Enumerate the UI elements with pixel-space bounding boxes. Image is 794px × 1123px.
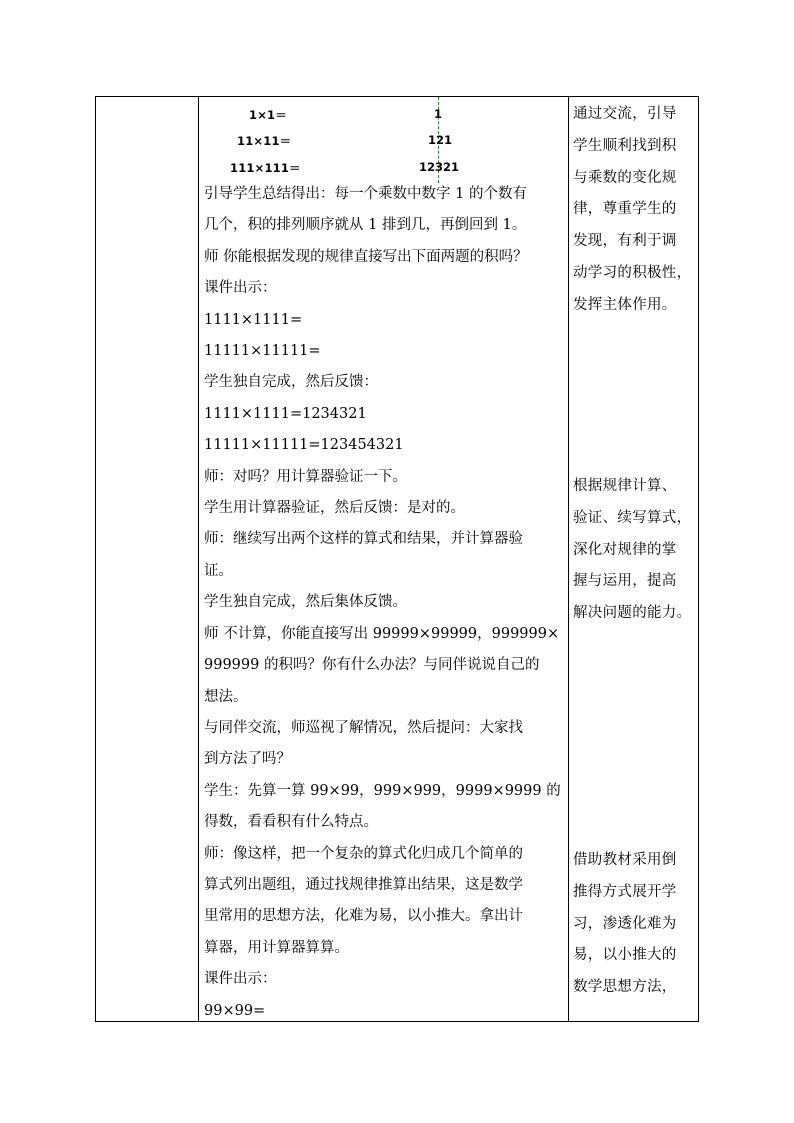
note-line: 与乘数的变化规 <box>573 169 677 186</box>
pattern-result-3: 12321 <box>419 160 460 174</box>
note-line: 推得方式展开学 <box>573 883 677 900</box>
text-line: 学生：先算一算 99×99，999×999，9999×9999 的 <box>204 782 561 799</box>
text-line: 到方法了吗？ <box>204 751 291 768</box>
column-divider-right <box>568 97 569 1021</box>
lesson-plan-table <box>95 96 699 1022</box>
note-line: 验证、续写算式， <box>573 509 692 526</box>
text-line: 算式列出题组，通过找规律推算出结果，这是数学 <box>204 876 523 893</box>
design-note-3 <box>573 845 699 1004</box>
text-line: 1111×1111= <box>204 311 303 328</box>
text-line: 师 不计算，你能直接写出 99999×99999，999999× <box>204 625 560 642</box>
note-line: 易，以小推大的 <box>573 947 677 964</box>
text-line: 1111×1111=1234321 <box>204 405 367 422</box>
text-line: 11111×11111= <box>204 343 321 360</box>
note-line: 借助教材采用倒 <box>573 852 677 868</box>
note-line: 习，渗透化难为 <box>573 915 677 932</box>
pattern-result-1: 1 <box>434 107 443 121</box>
design-note-2 <box>573 471 699 630</box>
pattern-expr-3: 111×111＝ <box>230 161 301 175</box>
text-line: 得数，看看积有什么特点。 <box>204 814 378 831</box>
text-line: 几个，积的排列顺序就从 1 排到几，再倒回到 1。 <box>204 217 527 234</box>
pattern-expr-1: 1×1＝ <box>249 108 287 122</box>
text-line: 证。 <box>204 562 233 579</box>
note-line: 律，尊重学生的 <box>573 201 677 218</box>
text-line: 11111×11111=123454321 <box>204 437 404 454</box>
text-line: 想法。 <box>204 688 248 705</box>
text-line: 学生独自完成，然后反馈： <box>204 374 378 391</box>
text-line: 学生用计算器验证，然后反馈：是对的。 <box>204 500 465 517</box>
note-line: 根据规律计算、 <box>573 478 677 494</box>
note-line: 握与运用，提高 <box>573 573 677 590</box>
note-line: 发挥主体作用。 <box>573 296 677 313</box>
text-line: 与同伴交流，师巡视了解情况，然后提问：大家找 <box>204 719 523 736</box>
text-line: 里常用的思想方法，化难为易，以小推大。拿出计 <box>204 908 523 925</box>
note-line: 深化对规律的掌 <box>573 541 677 558</box>
text-line: 课件出示： <box>204 971 277 988</box>
note-line: 数学思想方法， <box>573 979 677 996</box>
note-line: 通过交流，引导 <box>573 106 677 122</box>
text-line: 师 你能根据发现的规律直接写出下面两题的积吗？ <box>204 248 528 265</box>
note-line: 发现，有利于调 <box>573 233 677 250</box>
pattern-expr-2: 11×11＝ <box>237 134 292 148</box>
note-line: 动学习的积极性， <box>573 264 692 281</box>
text-line: 学生独自完成，然后集体反馈。 <box>204 594 407 611</box>
design-note-1 <box>573 99 699 322</box>
text-line: 师：像这样，把一个复杂的算式化归成几个简单的 <box>204 845 523 862</box>
pattern-result-2: 121 <box>428 133 453 147</box>
note-line: 解决问题的能力。 <box>573 605 692 622</box>
text-line: 99×99= <box>204 1002 266 1019</box>
text-line: 算器，用计算器算算。 <box>204 939 349 956</box>
text-line: 999999 的积吗？你有什么办法？与同伴说说自己的 <box>204 657 540 674</box>
text-line: 师：继续写出两个这样的算式和结果，并计算器验 <box>204 531 523 548</box>
text-line: 引导学生总结得出：每一个乘数中数字 1 的个数有 <box>204 186 527 202</box>
text-line: 师：对吗？用计算器验证一下。 <box>204 468 407 485</box>
note-line: 学生顺利找到积 <box>573 137 677 154</box>
text-line: 课件出示： <box>204 280 277 297</box>
teaching-text <box>204 179 566 1027</box>
column-divider-left <box>198 97 199 1021</box>
